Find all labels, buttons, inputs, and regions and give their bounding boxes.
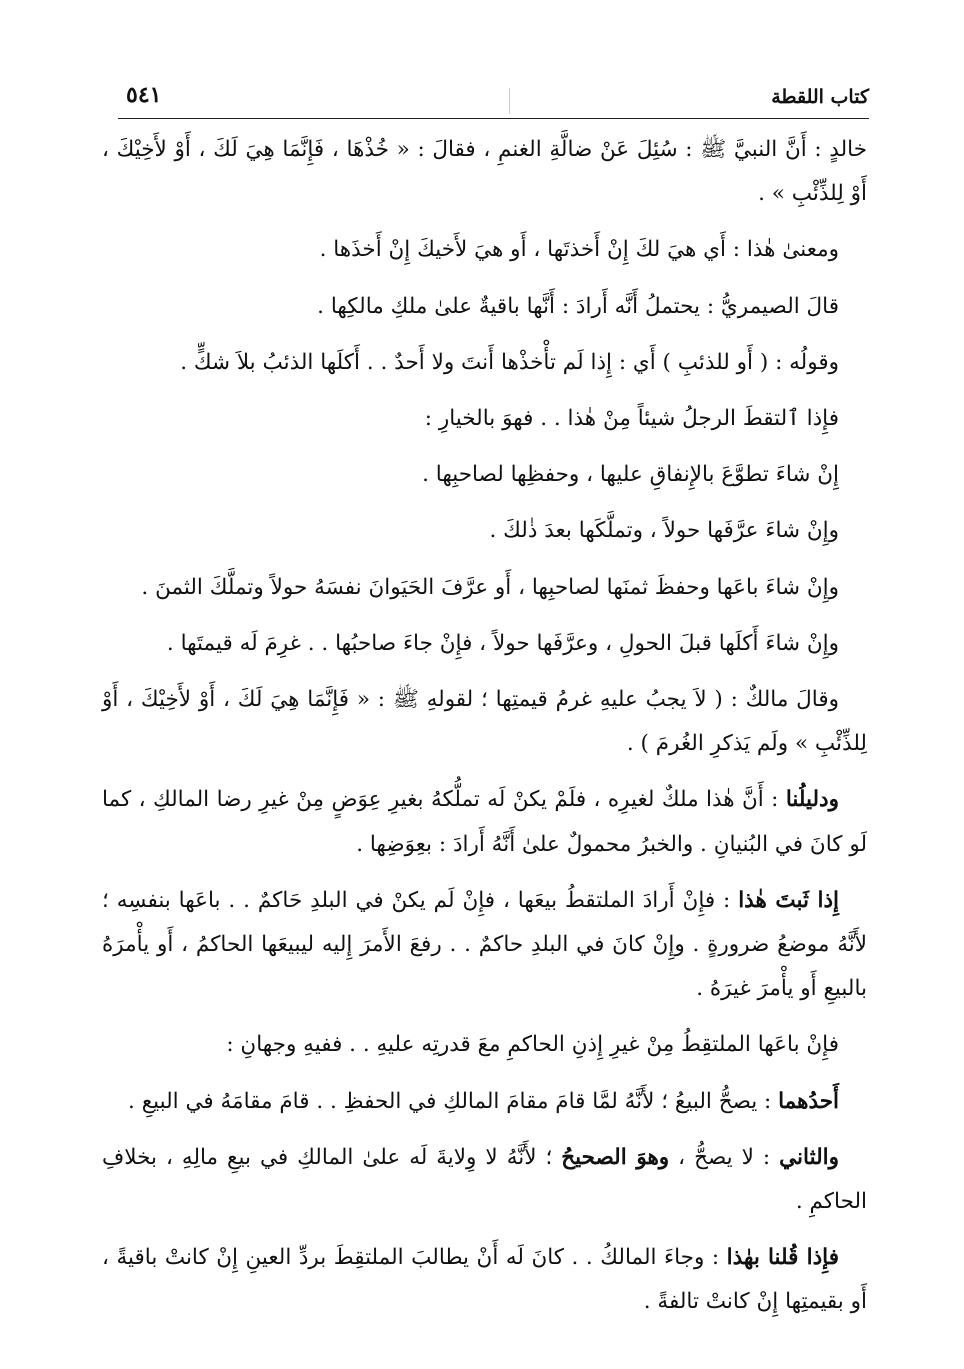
paragraph-option-2 <box>102 509 867 553</box>
paragraph-text-tail: ؛ لأَنَّهُ لا وِلايةَ لَه علىٰ المالكِ في بيعِ مالِهِ ، بخلافِ الحاكمِ . <box>102 1144 867 1215</box>
paragraph-view-2 <box>102 1136 867 1224</box>
header-divider-mark <box>509 88 510 114</box>
paragraph-emphasis: وهوَ الصحيحُ <box>561 1144 670 1170</box>
chapter-title: كتاب اللقطة <box>771 86 869 108</box>
paragraph-lead: فإِذا قُلنا بهٰذا <box>726 1245 839 1271</box>
paragraph-hadith <box>102 128 867 216</box>
paragraph-lead: إِذا ثَبتَ هٰذا <box>738 887 840 913</box>
paragraph-lead: والثاني <box>779 1144 839 1170</box>
paragraph-text: فإِذا ٱلتقطَ الرجلُ شيئاً مِنْ هٰذا . . فهوَ بالخيارِ : <box>424 406 839 432</box>
paragraph-view-1 <box>102 1080 867 1124</box>
paragraph-text: إِنْ شاءَ تطوَّعَ بالإِنفاقِ عليها ، وحفظِها لصاحبِها . <box>422 462 839 488</box>
paragraph-lead: أَحدُهما <box>778 1088 839 1114</box>
paragraph-text: : لا يصحُّ ، <box>669 1144 780 1170</box>
page-header <box>118 82 869 119</box>
paragraph-text: وإِنْ شاءَ عرَّفَها حولاً ، وتملَّكَها بعدَ ذٰلكَ . <box>489 518 839 544</box>
page-number: ٥٤١ <box>126 82 162 108</box>
paragraph-text: وإِنْ شاءَ أَكلَها قبلَ الحولِ ، وعرَّفَها حولاً ، فإِنْ جاءَ صاحبُها . . غرِمَ لَه قيمتَها . <box>166 630 839 656</box>
paragraph-evidence <box>102 778 867 866</box>
page-body-text <box>102 128 867 1325</box>
paragraph-text: : أَنَّ هٰذا ملكٌ لغيرِه ، فلَمْ يكنْ لَه تملُّكهُ بغيرِ عِوَضٍ مِنْ غيرِ رضا المالكِ ، كما لَو كانَ في البُنيانِ . والخبرُ محمولٌ علىٰ أَنَّهُ أَرادَ : بعِوَضِها . <box>102 787 867 857</box>
paragraph-malik <box>102 678 867 766</box>
paragraph-saymari <box>102 285 867 329</box>
paragraph-text: فإِنْ باعَها الملتقِطُ مِنْ غيرِ إِذنِ الحاكمِ معَ قدرتِه عليهِ . . ففيهِ وجهانِ : <box>226 1032 839 1058</box>
paragraph-lead: ودليلُنا <box>785 787 839 813</box>
paragraph-text: : فإِنْ أَرادَ الملتقطُ بيعَها ، فإِنْ لَم يكنْ في البلدِ حَاكمٌ . . باعَها بنفسِه ؛ لأَنَّهُ موضعُ ضرورةٍ . وإِنْ كانَ في البلدِ حاكمٌ . . رفعَ الأَمرَ إِليه ليبيعَها الحاكمُ ، أَو يأْمرَهُ بالبيعِ أَو يأْمرَ غيرَهُ . <box>102 887 867 1002</box>
paragraph-wolf <box>102 341 867 385</box>
paragraph-text: ومعنىٰ هٰذا : أَي هيَ لكَ إِنْ أَخذتَها ، أَو هيَ لأَخيكَ إِنْ أَخذَها . <box>319 237 839 263</box>
paragraph-sale <box>102 879 867 1012</box>
paragraph-two-views <box>102 1023 867 1067</box>
paragraph-text: وإِنْ شاءَ باعَها وحفظَ ثمنَها لصاحبِها ، أَو عرَّفَ الحَيَوانَ نفسَهُ حولاً وتملَّكَ الثمنَ . <box>141 574 839 600</box>
paragraph-option-4 <box>102 622 867 666</box>
paragraph-options-intro <box>102 397 867 441</box>
paragraph-option-1 <box>102 453 867 497</box>
paragraph-text: : وجاءَ المالكُ . . كانَ لَه أَنْ يطالبَ الملتقِطَ بردِّ العينِ إِنْ كانتْ باقيةً ، أَو بقيمتِها إِنْ كانتْ تالفةً . <box>102 1245 867 1315</box>
paragraph-option-3 <box>102 566 867 610</box>
paragraph-meaning <box>102 228 867 272</box>
paragraph-text: وقالَ مالكٌ : ( لاَ يجبُ عليهِ غرمُ قيمتِها ؛ لقولهِ ﷺ : « فَإِنَّمَا هِيَ لَكَ ، أَوْ لأَخِيْكَ ، أَوْ لِلذِّئْبِ » ولَم يَذكرِ الغُرمَ ) . <box>102 687 867 757</box>
paragraph-text: قالَ الصيمريُّ : يحتملُ أَنَّه أَرادَ : أَنَّها باقيةٌ علىٰ ملكِ مالكِها . <box>317 293 839 319</box>
paragraph-owner-returns <box>102 1236 867 1324</box>
paragraph-text: وقولُه : ( أَو للذئبِ ) أَي : إِذا لَم تأْخذْها أَنتَ ولا أَحدٌ . . أَكلَها الذئبُ بلاَ شكٍّ . <box>180 349 839 375</box>
paragraph-text: خالدٍ : أَنَّ النبيَّ ﷺ : سُئِلَ عَنْ ضالَّةِ الغنمِ ، فقالَ : « خُذْهَا ، فَإِنَّمَا هِيَ لَكَ ، أَوْ لأَخِيْكَ ، أَوْ لِلذِّئْبِ » . <box>102 137 867 207</box>
paragraph-text: : يصحُّ البيعُ ؛ لأَنَّهُ لمَّا قامَ مقامَ المالكِ في الحفظِ . . قامَ مقامَهُ في البيعِ . <box>128 1088 779 1114</box>
